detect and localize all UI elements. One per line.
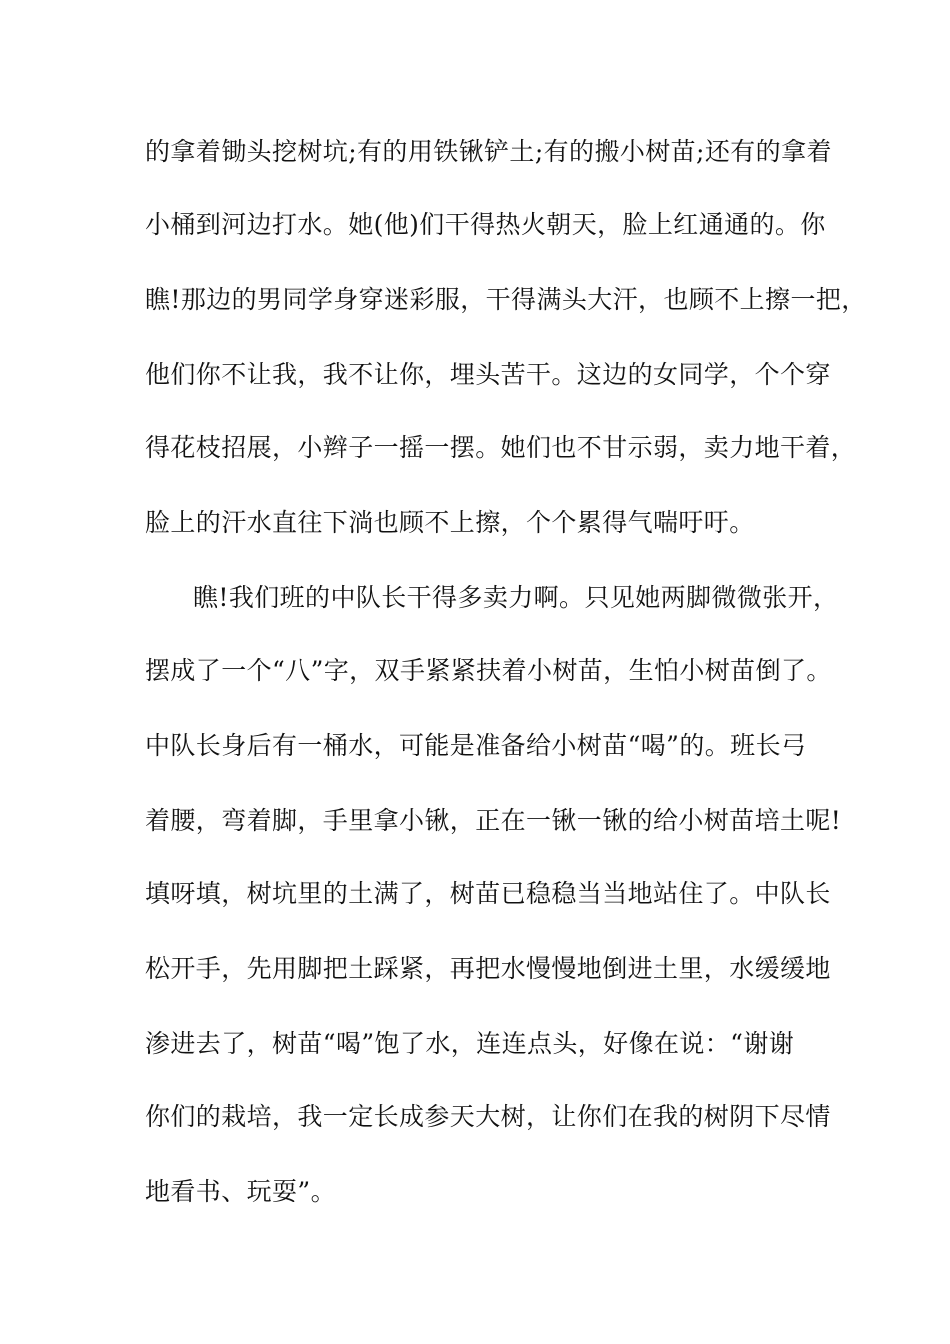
text-line: 着腰，弯着脚，手里拿小锹，正在一锹一锹的给小树苗培土呢! — [145, 806, 842, 835]
text-line: 松开手，先用脚把土踩紧，再把水慢慢地倒进土里，水缓缓地 — [145, 954, 831, 983]
text-line: 地看书、玩耍”。 — [145, 1177, 336, 1206]
text-line: 他们你不让我，我不让你，埋头苦干。这边的女同学，个个穿 — [145, 360, 831, 389]
text-line: 中队长身后有一桶水，可能是准备给小树苗“喝”的。班长弓 — [145, 731, 807, 760]
text-line: 填呀填，树坑里的土满了，树苗已稳稳当当地站住了。中队长 — [145, 879, 831, 908]
text-line: 你们的栽培，我一定长成参天大树，让你们在我的树阴下尽情 — [145, 1102, 831, 1131]
text-line: 瞧!那边的男同学身穿迷彩服，干得满头大汗，也顾不上擦一把， — [145, 285, 867, 314]
text-line: 脸上的汗水直往下淌也顾不上擦，个个累得气喘吁吁。 — [145, 508, 755, 537]
text-line: 渗进去了，树苗“喝”饱了水，连连点头，好像在说：“谢谢 — [145, 1029, 795, 1058]
paragraph-first-line: 瞧!我们班的中队长干得多卖力啊。只见她两脚微微张开， — [193, 583, 839, 612]
text-line: 得花枝招展，小辫子一摇一摆。她们也不甘示弱，卖力地干着， — [145, 433, 857, 462]
text-line: 的拿着锄头挖树坑;有的用铁锹铲土;有的搬小树苗;还有的拿着 — [145, 137, 832, 166]
text-line: 摆成了一个“八”字，双手紧紧扶着小树苗，生怕小树苗倒了。 — [145, 656, 832, 685]
text-line: 小桶到河边打水。她(他)们干得热火朝天，脸上红通通的。你 — [145, 210, 826, 239]
